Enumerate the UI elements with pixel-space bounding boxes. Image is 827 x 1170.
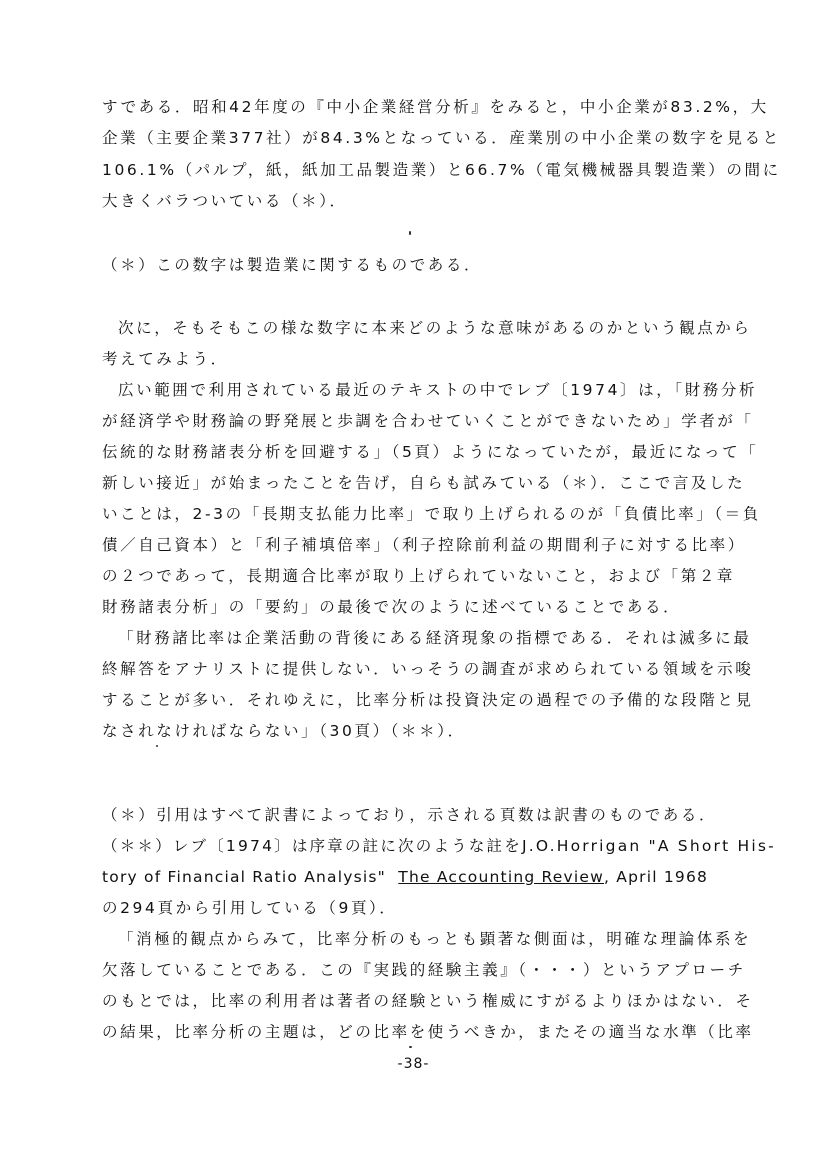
footnote-line: （＊）引用はすべて訳書によっており，示される頁数は訳書のものである． xyxy=(102,806,718,824)
quote-line: 欠落していることである．この『実践的経験主義』（・・・）というアプローチ xyxy=(102,961,746,979)
text-line: 企業（主要企業377社）が84.3%となっている．産業別の中小企業の数字を見ると xyxy=(102,129,781,147)
publication-date: , April 1968 xyxy=(604,868,709,886)
text-line: 106.1%（パルプ，紙，紙加工品製造業）と66.7%（電気機械器具製造業）の間に xyxy=(102,161,781,179)
scan-speck xyxy=(409,231,411,235)
scan-speck xyxy=(156,745,158,747)
footnote-line: （＊）この数字は製造業に関するものである． xyxy=(102,256,483,274)
quote-line: の結果，比率分析の主題は，どの比率を使うべきか，またその適当な水準（比率 xyxy=(102,1023,754,1041)
text-line: 財務諸表分析」の「要約」の最後で次のように述べていることである． xyxy=(102,598,682,616)
text-line: 考えてみよう． xyxy=(102,350,229,368)
text-line: の２つであって，長期適合比率が取り上げられていないこと，および「第２章 xyxy=(102,567,736,585)
text-line: 広い範囲で利用されている最近のテキストの中でレブ〔1974〕は，「財務分析 xyxy=(118,381,758,399)
text-line: が経済学や財務論の野発展と歩調を合わせていくことができないため」学者が「 xyxy=(102,412,754,430)
text-line: 次に，そもそもこの様な数字に本来どのような意味があるのかという観点から xyxy=(118,319,752,337)
quote-line: 「財務諸比率は企業活動の背後にある経済現象の指標である．それは滅多に最 xyxy=(118,629,752,647)
footnote-line: の294頁から引用している（9頁）． xyxy=(102,899,398,917)
quote-line: なされなければならない」（30頁）（＊＊）． xyxy=(102,722,466,740)
text-line: 大きくバラついている（＊）． xyxy=(102,192,348,210)
quote-line: 「消極的観点からみて，比率分析のもっとも顕著な側面は，明確な理論体系を xyxy=(118,930,752,948)
text-line: 新しい接近」が始まったことを告げ，自らも試みている（＊）．ここで言及した xyxy=(102,474,746,492)
article-title: tory of Financial Ratio Analysis" xyxy=(102,868,387,886)
text-line: いことは，2-3の「長期支払能力比率」で取り上げられるのが「負債比率」（＝負 xyxy=(102,505,761,523)
quote-line: することが多い．それゆえに，比率分析は投資決定の過程での予備的な段階と見 xyxy=(102,691,754,709)
journal-title: The Accounting Review xyxy=(398,868,605,886)
text-line: すである．昭和42年度の『中小企業経営分析』をみると，中小企業が83.2%，大 xyxy=(102,98,769,116)
footnote-line xyxy=(102,867,778,889)
quote-line: 終解答をアナリストに提供しない．いっそうの調査が求められている領域を示唆 xyxy=(102,660,754,678)
footnote-line: （＊＊）レブ〔1974〕は序章の註に次のような註をJ.O.Horrigan "A Short His- xyxy=(102,837,776,855)
text-line: 伝統的な財務諸表分析を回避する」（5頁）ようになっていたが，最近になって「 xyxy=(102,443,759,461)
text-line: 債／自己資本）と「利子補填倍率」（利子控除前利益の期間利子に対する比率） xyxy=(102,536,746,554)
quote-line: のもとでは，比率の利用者は著者の経験という権威にすがるよりほかはない．そ xyxy=(102,992,754,1010)
scan-speck xyxy=(409,1046,412,1048)
page-number: -38- xyxy=(397,1056,430,1072)
